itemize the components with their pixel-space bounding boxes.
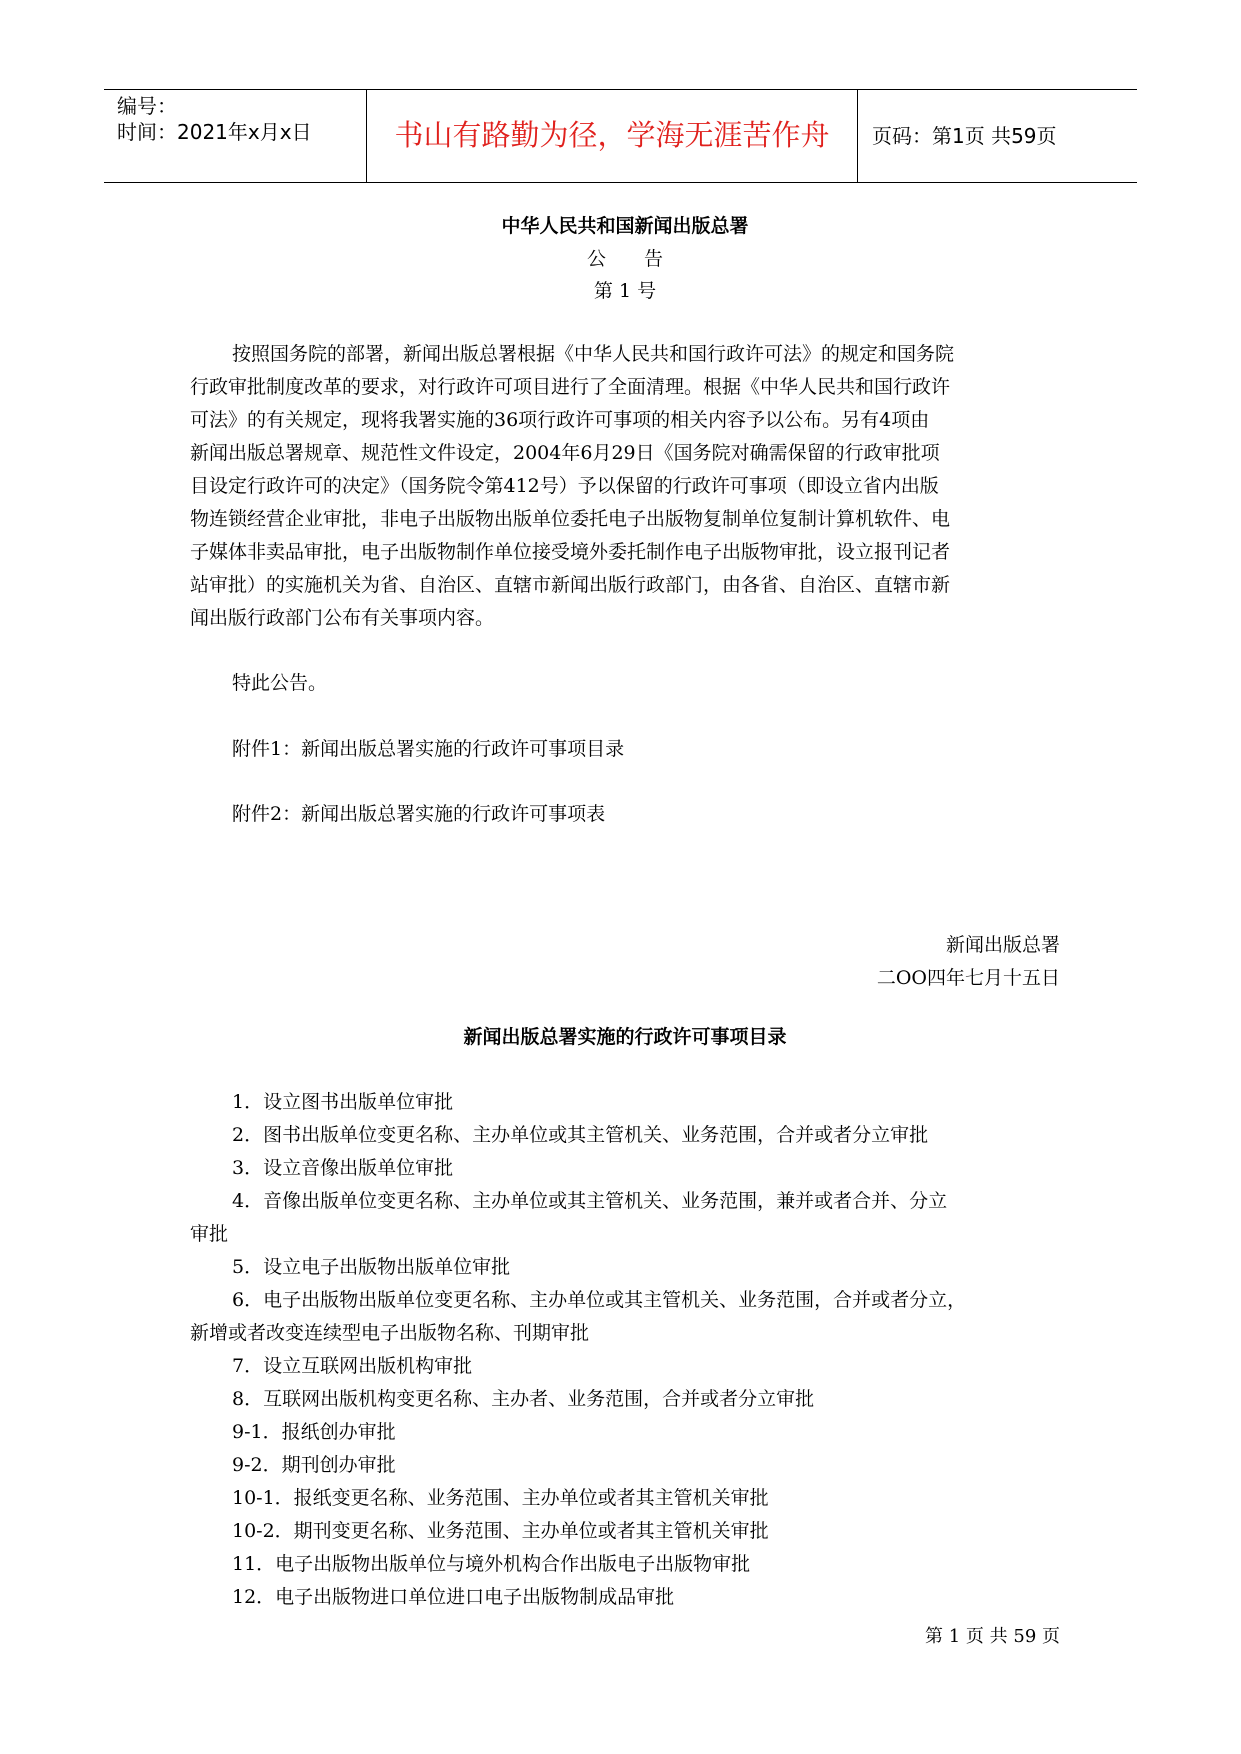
header-page-label: 页码：第1页 共59页 bbox=[872, 124, 1057, 148]
body-line: 行政审批制度改革的要求，对行政许可项目进行了全面清理。根据《中华人民共和国行政许 bbox=[190, 376, 951, 398]
issuer-title: 中华人民共和国新闻出版总署 bbox=[501, 215, 749, 237]
list-item: 9-2．期刊创办审批 bbox=[232, 1454, 396, 1476]
body-line: 可法》的有关规定，现将我署实施的36项行政许可事项的相关内容予以公布。另有4项由 bbox=[190, 409, 930, 431]
header-motto: 书山有路勤为径，学海无涯苦作舟 bbox=[394, 118, 830, 152]
document-time-label: 时间：2021年x月x日 bbox=[117, 120, 312, 144]
body-line: 目设定行政许可的决定》（国务院令第412号）予以保留的行政许可事项（即设立省内出版 bbox=[190, 475, 939, 497]
announcement-type: 公 告 bbox=[586, 248, 663, 270]
header-page-cell bbox=[858, 90, 1137, 182]
list-item: 8．互联网出版机构变更名称、主办者、业务范围，合并或者分立审批 bbox=[232, 1388, 815, 1410]
permit-list bbox=[190, 1086, 1070, 1614]
signature-date: 二OO四年七月十五日 bbox=[876, 967, 1060, 989]
list-item: 5．设立电子出版物出版单位审批 bbox=[232, 1256, 511, 1278]
signature-org: 新闻出版总署 bbox=[945, 934, 1060, 956]
list-item: 12．电子出版物进口单位进口电子出版物制成品审批 bbox=[232, 1586, 675, 1608]
list-item: 3．设立音像出版单位审批 bbox=[232, 1157, 454, 1179]
attachment-1: 附件1：新闻出版总署实施的行政许可事项目录 bbox=[232, 738, 625, 760]
header-motto-cell bbox=[367, 90, 858, 182]
list-item: 2．图书出版单位变更名称、主办单位或其主管机关、业务范围，合并或者分立审批 bbox=[232, 1124, 929, 1146]
body-line: 子媒体非卖品审批，电子出版物制作单位接受境外委托制作电子出版物审批，设立报刊记者 bbox=[190, 541, 951, 563]
list-title: 新闻出版总署实施的行政许可事项目录 bbox=[463, 1026, 787, 1048]
list-item: 7．设立互联网出版机构审批 bbox=[232, 1355, 473, 1377]
header-info-cell bbox=[104, 90, 367, 182]
announcement-number: 第 1 号 bbox=[593, 280, 657, 302]
closing-statement: 特此公告。 bbox=[232, 672, 328, 694]
body-line: 闻出版行政部门公布有关事项内容。 bbox=[190, 607, 495, 629]
list-item: 6．电子出版物出版单位变更名称、主办单位或其主管机关、业务范围，合并或者分立， bbox=[232, 1289, 967, 1311]
list-item: 1．设立图书出版单位审批 bbox=[232, 1091, 454, 1113]
document-number-label: 编号： bbox=[117, 94, 177, 118]
body-line: 按照国务院的部署，新闻出版总署根据《中华人民共和国行政许可法》的规定和国务院 bbox=[232, 343, 955, 365]
attachment-2: 附件2：新闻出版总署实施的行政许可事项表 bbox=[232, 803, 606, 825]
list-item: 11．电子出版物出版单位与境外机构合作出版电子出版物审批 bbox=[232, 1553, 751, 1575]
body-line: 站审批）的实施机关为省、自治区、直辖市新闻出版行政部门，由各省、自治区、直辖市新 bbox=[190, 574, 951, 596]
page-footer: 第 1 页 共 59 页 bbox=[925, 1626, 1060, 1647]
list-item: 10-2．期刊变更名称、业务范围、主办单位或者其主管机关审批 bbox=[232, 1520, 769, 1542]
document-header bbox=[104, 89, 1137, 183]
body-line: 新闻出版总署规章、规范性文件设定，2004年6月29日《国务院对确需保留的行政审批项 bbox=[190, 442, 940, 464]
list-item-continuation: 审批 bbox=[190, 1223, 229, 1245]
list-item: 9-1．报纸创办审批 bbox=[232, 1421, 396, 1443]
announcement-body bbox=[190, 338, 1060, 635]
body-line: 物连锁经营企业审批，非电子出版物出版单位委托电子出版物复制单位复制计算机软件、电 bbox=[190, 508, 951, 530]
list-item-continuation: 新增或者改变连续型电子出版物名称、刊期审批 bbox=[190, 1322, 590, 1344]
list-item: 4．音像出版单位变更名称、主办单位或其主管机关、业务范围，兼并或者合并、分立 bbox=[232, 1190, 948, 1212]
list-item: 10-1．报纸变更名称、业务范围、主办单位或者其主管机关审批 bbox=[232, 1487, 769, 1509]
